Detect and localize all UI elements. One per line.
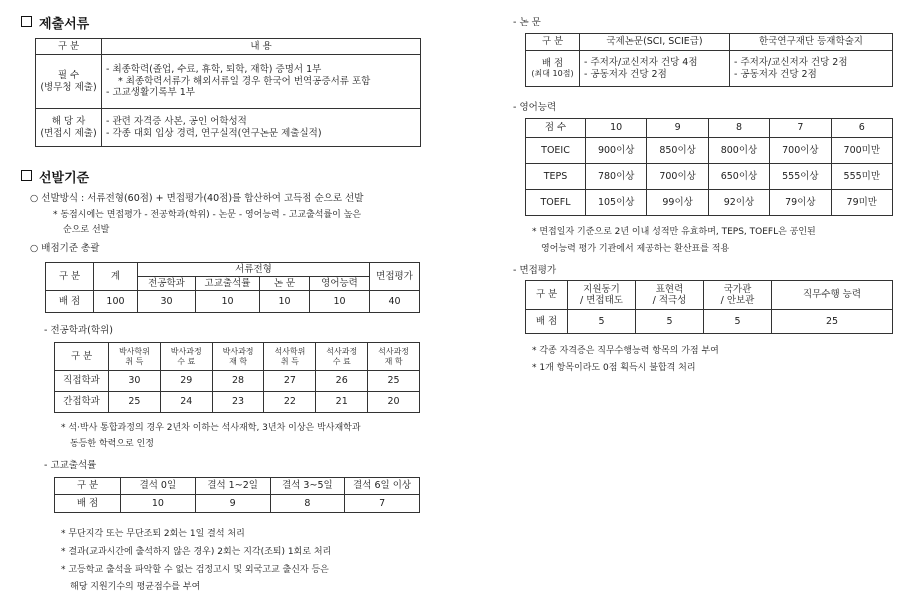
row-label	[526, 51, 580, 87]
header-cell	[109, 343, 161, 371]
value-cell: 20	[368, 392, 420, 413]
score-title: ○ 배점기준 총괄	[30, 243, 100, 254]
row-label: TEPS	[526, 164, 586, 190]
header-line: 표현력	[655, 283, 684, 295]
header-cell: 내 용	[102, 39, 421, 55]
header-cell: 결석 1~2일	[195, 478, 270, 495]
english-note: 영어능력 평가 기관에서 제공하는 환산표를 적용	[541, 244, 730, 254]
section-title-selection	[21, 167, 89, 186]
header-line: / 면접태도	[580, 295, 623, 306]
content-line: - 관련 자격증 사본, 공인 어학성적	[106, 116, 247, 128]
attendance-note: * 결과(교과시간에 출석하지 않은 경우) 2회는 지각(조퇴) 1회로 처리	[61, 547, 332, 557]
attendance-table	[54, 477, 420, 513]
value-cell: 900이상	[586, 138, 647, 164]
row-label: 배 점	[526, 310, 568, 334]
content-cell	[102, 109, 421, 147]
submit-table	[35, 38, 421, 147]
header-cell: 구 분	[526, 281, 568, 310]
header-cell: 결석 3~5일	[270, 478, 345, 495]
tie-note: * 동점시에는 면접평가 - 전공학과(학위) - 논문 - 영어능력 - 고교출석률이 높은	[53, 210, 362, 220]
value-cell: 10	[121, 495, 196, 513]
value-cell: 9	[195, 495, 270, 513]
row-label: 배 점	[55, 495, 121, 513]
value-cell: 92이상	[708, 190, 769, 216]
header-line: 석사과정	[378, 346, 410, 356]
header-cell: 결석 6일 이상	[345, 478, 420, 495]
value-cell: 26	[316, 371, 368, 392]
content-cell	[102, 55, 421, 109]
value-cell: 850이상	[647, 138, 708, 164]
header-cell: 서류전형	[138, 263, 370, 277]
attendance-note: * 고등학교 출석을 파악할 수 없는 검정고시 및 외국고교 출신자 등은	[61, 565, 329, 575]
value-cell: 79이상	[770, 190, 831, 216]
header-cell: 직무수행 능력	[772, 281, 893, 310]
value-cell: 29	[160, 371, 212, 392]
header-line: 박사과정	[170, 346, 202, 356]
value-cell: 25	[772, 310, 893, 334]
header-cell: 한국연구재단 등재학술지	[730, 34, 893, 51]
major-note: 동등한 학력으로 인정	[70, 439, 154, 449]
value-cell: 25	[368, 371, 420, 392]
row-label: 간접학과	[55, 392, 109, 413]
header-cell: 구 분	[46, 263, 94, 291]
header-line: 수 료	[177, 356, 196, 366]
value-cell: 24	[160, 392, 212, 413]
content-line: - 주저자/교신저자 건당 4점	[584, 57, 698, 69]
header-cell	[568, 281, 636, 310]
header-cell: 점 수	[526, 119, 586, 138]
value-cell: 555미만	[831, 164, 892, 190]
value-cell: 10	[310, 291, 370, 313]
row-label	[36, 55, 102, 109]
papers-title: - 논 문	[513, 17, 541, 28]
header-cell	[704, 281, 772, 310]
header-cell	[368, 343, 420, 371]
value-cell: 10	[196, 291, 260, 313]
label-line: (최대 10점)	[531, 69, 574, 79]
attendance-note: 해당 지원기수의 평균점수를 부여	[70, 582, 201, 592]
header-line: 국가관	[723, 283, 752, 295]
value-cell: 99이상	[647, 190, 708, 216]
value-cell: 800이상	[708, 138, 769, 164]
content-cell	[730, 51, 893, 87]
header-line: 취 득	[280, 356, 299, 366]
value-cell: 25	[109, 392, 161, 413]
value-cell: 30	[138, 291, 196, 313]
value-cell: 27	[264, 371, 316, 392]
score-table	[45, 262, 420, 313]
value-cell: 105이상	[586, 190, 647, 216]
attendance-title: - 고교출석률	[44, 460, 97, 471]
major-note: * 석·박사 통합과정의 경우 2년차 이하는 석사재학, 3년차 이상은 박사재학과	[61, 423, 361, 433]
value-cell: 650이상	[708, 164, 769, 190]
header-cell: 구 분	[55, 478, 121, 495]
header-line: 지원동기	[583, 283, 620, 295]
label-line: 배 점	[541, 58, 564, 69]
header-line: 박사과정	[222, 346, 254, 356]
attendance-note: * 무단지각 또는 무단조퇴 2회는 1일 결석 처리	[61, 529, 245, 539]
header-cell: 구 분	[36, 39, 102, 55]
content-line: - 공동저자 건당 2점	[734, 68, 817, 80]
header-cell: 계	[94, 263, 138, 291]
row-label: 배 점	[46, 291, 94, 313]
value-cell: 8	[270, 495, 345, 513]
checkbox-square-icon	[21, 170, 32, 181]
row-label: 직접학과	[55, 371, 109, 392]
section-title-text: 선발기준	[39, 171, 90, 186]
value-cell: 780이상	[586, 164, 647, 190]
interview-note: * 1개 항목이라도 0점 획득시 불합격 처리	[532, 363, 696, 373]
interview-note: * 각종 자격증은 직무수행능력 항목의 가점 부여	[532, 346, 719, 356]
header-line: 재 학	[384, 356, 403, 366]
header-cell: 국제논문(SCI, SCIE급)	[580, 34, 730, 51]
row-label	[36, 109, 102, 147]
value-cell: 23	[212, 392, 264, 413]
header-line: / 적극성	[652, 295, 687, 306]
header-cell: 6	[831, 119, 892, 138]
header-cell	[264, 343, 316, 371]
header-cell	[212, 343, 264, 371]
header-cell: 논 문	[260, 277, 310, 291]
english-note: * 면접일자 기준으로 2년 이내 성적만 유효하며, TEPS, TOEFL은 공인된	[532, 227, 816, 237]
value-cell: 555이상	[770, 164, 831, 190]
header-cell: 10	[586, 119, 647, 138]
value-cell: 7	[345, 495, 420, 513]
section-title-text: 제출서류	[39, 17, 90, 32]
major-table	[54, 342, 420, 413]
content-line: - 공동저자 건당 2점	[584, 68, 667, 80]
content-cell	[580, 51, 730, 87]
section-title-submit	[21, 13, 89, 32]
value-cell: 100	[94, 291, 138, 313]
row-label: TOEIC	[526, 138, 586, 164]
value-cell: 10	[260, 291, 310, 313]
value-cell: 700이상	[647, 164, 708, 190]
value-cell: 21	[316, 392, 368, 413]
value-cell: 40	[370, 291, 420, 313]
value-cell: 5	[568, 310, 636, 334]
header-line: 재 학	[229, 356, 248, 366]
interview-table	[525, 280, 893, 334]
value-cell: 22	[264, 392, 316, 413]
english-table	[525, 118, 893, 216]
content-line: - 고교생활기록부 1부	[106, 87, 195, 99]
header-cell: 7	[770, 119, 831, 138]
header-cell: 고교출석률	[196, 277, 260, 291]
content-line: - 주저자/교신저자 건당 2점	[734, 57, 848, 69]
selection-method: ○ 선발방식 : 서류전형(60점) + 면접평가(40점)를 합산하여 고득점 순으로 선발	[30, 193, 364, 204]
value-cell: 79미만	[831, 190, 892, 216]
row-label: TOEFL	[526, 190, 586, 216]
value-cell: 28	[212, 371, 264, 392]
content-line: * 최종학력서류가 해외서류일 경우 한국어 번역공증서류 포함	[118, 75, 371, 87]
header-cell: 8	[708, 119, 769, 138]
header-cell	[636, 281, 704, 310]
checkbox-square-icon	[21, 16, 32, 27]
header-cell: 전공학과	[138, 277, 196, 291]
value-cell: 5	[704, 310, 772, 334]
header-line: 석사학위	[274, 346, 306, 356]
header-cell	[316, 343, 368, 371]
english-title: - 영어능력	[513, 102, 557, 113]
content-line: - 최종학력(졸업, 수료, 휴학, 퇴학, 재학) 증명서 1부	[106, 64, 322, 76]
value-cell: 700미만	[831, 138, 892, 164]
header-cell: 구 분	[526, 34, 580, 51]
header-cell: 영어능력	[310, 277, 370, 291]
value-cell: 5	[636, 310, 704, 334]
header-line: 박사학위	[118, 346, 150, 356]
header-line: / 안보관	[720, 295, 755, 306]
header-line: 취 득	[125, 356, 144, 366]
value-cell: 700이상	[770, 138, 831, 164]
content-line: - 각종 대회 입상 경력, 연구실적(연구논문 제출실적)	[106, 127, 322, 139]
header-line: 수 료	[332, 356, 351, 366]
header-cell: 9	[647, 119, 708, 138]
papers-table	[525, 33, 893, 87]
tie-note: 순으로 선발	[63, 225, 110, 235]
header-cell	[160, 343, 212, 371]
value-cell: 30	[109, 371, 161, 392]
label-line: 해 당 자	[51, 116, 86, 128]
major-title: - 전공학과(학위)	[44, 325, 113, 336]
interview-title: - 면접평가	[513, 265, 557, 276]
header-line: 석사과정	[326, 346, 358, 356]
label-line: (면접시 제출)	[40, 127, 97, 139]
header-cell: 결석 0일	[121, 478, 196, 495]
label-line: (병무청 제출)	[40, 81, 97, 93]
header-cell: 면접평가	[370, 263, 420, 291]
header-cell: 구 분	[55, 343, 109, 371]
label-line: 필 수	[57, 70, 80, 82]
